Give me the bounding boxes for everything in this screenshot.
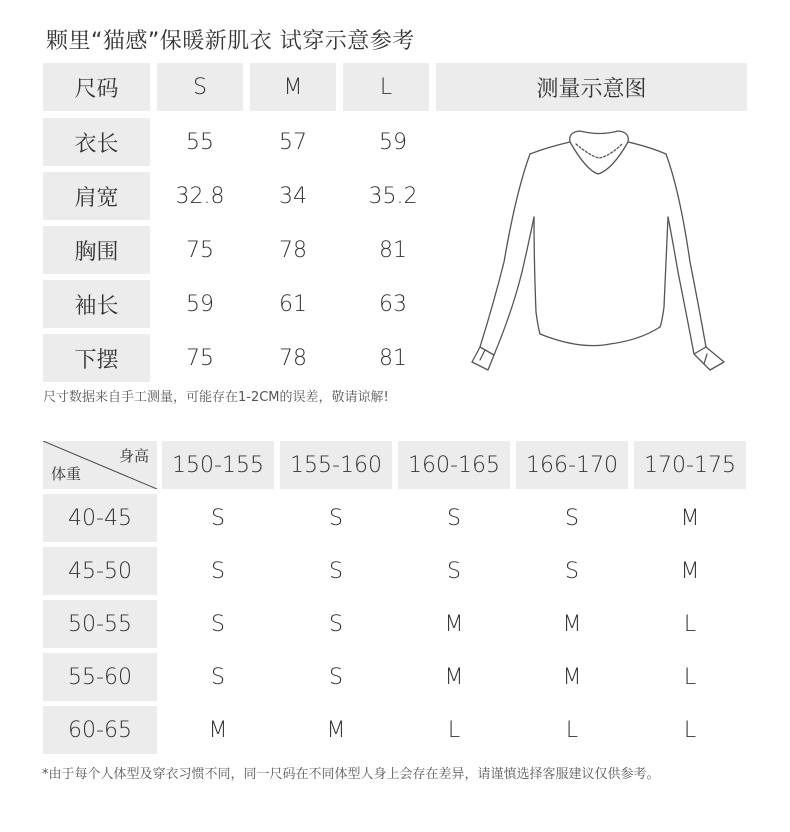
fit-size: S	[447, 558, 461, 584]
size-header-m: M	[250, 63, 336, 111]
size-value: 59	[379, 129, 407, 155]
fit-size: S	[329, 664, 343, 690]
long-sleeve-top-icon	[460, 122, 740, 382]
weight-label: 55-60	[43, 653, 157, 701]
fit-size: M	[326, 717, 346, 743]
weight-label: 50-55	[43, 600, 157, 648]
size-value: 75	[186, 345, 214, 371]
size-value: 81	[379, 345, 407, 371]
row-label-sleeve: 袖长	[43, 280, 150, 328]
weight-label: 45-50	[43, 547, 157, 595]
page-title: 颗里“猫感”保暖新肌衣 试穿示意参考	[46, 29, 415, 54]
fit-size: M	[680, 505, 700, 531]
height-header: 170-175	[634, 441, 746, 489]
size-value: 78	[279, 345, 307, 371]
fit-size: S	[329, 611, 343, 637]
corner-weight-label: 体重	[51, 465, 82, 483]
row-label-chest: 胸围	[43, 226, 150, 274]
size-value: 59	[186, 291, 214, 317]
size-value: 55	[186, 129, 214, 155]
size-value: 32.8	[175, 183, 225, 209]
fit-note: *由于每个人体型及穿衣习惯不同，同一尺码在不同体型人身上会存在差异，请谨慎选择客服建议仅供参考。	[42, 767, 660, 782]
weight-label: 40-45	[43, 494, 157, 542]
size-header-l: L	[343, 63, 429, 111]
row-label-length: 衣长	[43, 118, 150, 166]
size-value: 81	[379, 237, 407, 263]
fit-size: M	[444, 611, 464, 637]
corner-height-label: 身高	[118, 447, 149, 465]
size-header-label: 尺码	[43, 63, 150, 111]
fit-size: M	[680, 558, 700, 584]
size-value: 63	[379, 291, 407, 317]
size-header-s: S	[157, 63, 243, 111]
size-value: 35.2	[368, 183, 418, 209]
size-value: 78	[279, 237, 307, 263]
size-value: 75	[186, 237, 214, 263]
fit-size: S	[565, 558, 579, 584]
size-value: 57	[279, 129, 307, 155]
fit-size: M	[562, 611, 582, 637]
fit-size: S	[211, 558, 225, 584]
fit-size: S	[211, 505, 225, 531]
height-header: 155-160	[280, 441, 392, 489]
fit-size: S	[211, 664, 225, 690]
fit-size: M	[444, 664, 464, 690]
corner-cell	[43, 441, 157, 489]
fit-size: S	[565, 505, 579, 531]
height-header: 160-165	[398, 441, 510, 489]
fit-size: L	[565, 717, 579, 743]
fit-size: M	[208, 717, 228, 743]
fit-size: S	[329, 505, 343, 531]
height-header: 166-170	[516, 441, 628, 489]
row-label-hem: 下摆	[43, 334, 150, 382]
size-value: 61	[279, 291, 307, 317]
height-header: 150-155	[162, 441, 274, 489]
fit-size: S	[447, 505, 461, 531]
measurement-note: 尺寸数据来自手工测量，可能存在1-2CM的误差，敬请谅解!	[43, 390, 389, 405]
fit-size: M	[562, 664, 582, 690]
fit-size: L	[683, 611, 697, 637]
fit-size: L	[447, 717, 461, 743]
fit-size: S	[211, 611, 225, 637]
diagram-label: 测量示意图	[436, 63, 747, 111]
fit-size: L	[683, 717, 697, 743]
fit-size: L	[683, 664, 697, 690]
weight-label: 60-65	[43, 706, 157, 754]
size-value: 34	[279, 183, 307, 209]
row-label-shoulder: 肩宽	[43, 172, 150, 220]
fit-size: S	[329, 558, 343, 584]
